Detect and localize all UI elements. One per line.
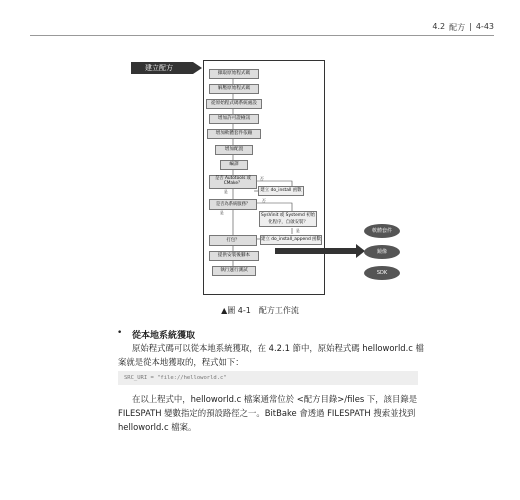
output-sdk: SDK (364, 266, 400, 280)
decision-system-service: 是否為系統服務？ (209, 199, 257, 210)
section-number: 4.2 (432, 22, 446, 31)
paragraph-2-line-2: FILESPATH 變數指定的預設路徑之一。BitBake 會透過 FILESPATH 搜索並找到 (118, 408, 416, 418)
flow-step: 增加配置 (215, 145, 253, 155)
decision-autotools: 是否 Autotools 或 CMake？ (209, 175, 257, 189)
side2-yes-label: 是 (296, 228, 300, 233)
decision-no-label: 否 (260, 176, 264, 181)
code-block: SRC_URI = "file://helloworld.c" (118, 371, 418, 385)
page-number: 4-43 (475, 22, 494, 31)
create-recipe-banner: 建立配方 (131, 62, 193, 74)
flow-step: 執行運行測試 (212, 266, 256, 276)
flow-step: 擷取原始程式碼 (209, 69, 259, 79)
paragraph-1-line-1: 原始程式碼可以從本地系統獲取，在 4.2.1 節中，原始程式碼 helloworld.c 檔 (132, 343, 424, 353)
flow-step: 解壓原始程式碼 (209, 84, 259, 94)
page-header (432, 22, 494, 33)
paragraph-2-line-1: 在以上程式中，helloworld.c 檔案通常位於 <配方目錄>/files 下，該目錄是 (132, 394, 418, 404)
decision-package: 打包？ (209, 235, 257, 246)
section-bullet-heading: 從本地系統獲取 (132, 331, 196, 341)
paragraph-2-line-3: helloworld.c 檔案。 (118, 422, 197, 432)
output-package: 軟體套件 (364, 224, 400, 238)
flow-step: 從原始程式碼系統處設 (206, 99, 262, 109)
header-rule (30, 35, 494, 36)
decision2-no-label: 否 (262, 198, 266, 203)
output-image: 鏡像 (364, 245, 400, 259)
flow-step: 編譯 (220, 160, 248, 170)
section-title: 配方 (449, 23, 466, 32)
create-do-install-append: 建立 do_install_append 函數 (260, 235, 322, 245)
decision2-yes-label: 是 (220, 210, 224, 215)
paragraph-1-line-2: 案就是從本地獲取的，程式如下： (118, 357, 244, 367)
flow-step: 提供安裝後腳本 (209, 251, 259, 261)
sysvinit-systemd-box: SysVinit 或 Systemd 初始化程序，自啟安裝？ (260, 213, 316, 225)
header-separator: | (469, 22, 472, 31)
flow-step: 增加軟體套件依賴 (207, 129, 261, 139)
figure-caption: ▲圖 4-1 配方工作流 (221, 306, 299, 315)
create-do-install: 建立 do_install 函數 (258, 186, 304, 196)
flow-step: 增加許可證檢訊 (209, 114, 259, 124)
bullet-dot: • (117, 328, 123, 338)
decision-yes-label: 是 (224, 189, 228, 194)
banner-arrow-tip (193, 62, 202, 74)
